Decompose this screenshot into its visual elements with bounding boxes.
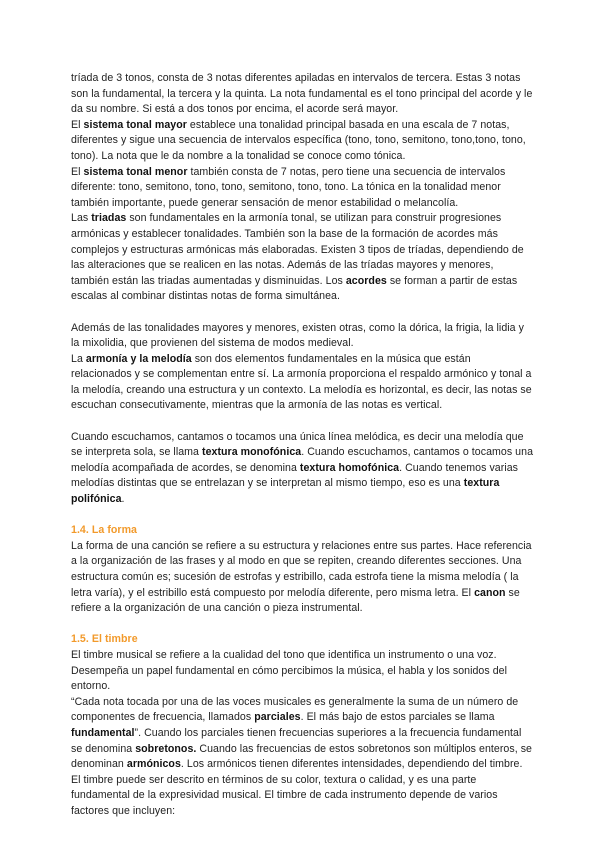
paragraph-text: La forma de una canción se refiere a su estructura y relaciones entre sus partes. Hace referencia a la organización de las frases y al modo en que se repiten, creando diferentes secciones. Una estructura común es; sucesión de estrofas y estribillo, cada estrofa tiene la misma melodía ( la letra varía), y el estribillo está compuesto por melodía diferente, pero misma letra. El [71,539,532,599]
paragraph-text: son fundamentales en la armonía tonal, se utilizan para construir progresiones armónicas y establecer tonalidades. También son la base de la formación de acordes más complejos y estructuras armónicas más elaboradas. Existen 3 tipos de tríadas, dependiendo de las alteraciones que se realicen en las notas. Además de las tríadas mayores y menores, también están las triadas aumentadas y disminuidas. Los [71,212,524,287]
paragraph-text: El [71,165,84,178]
bold-term: fundamental [71,726,135,739]
paragraph-parciales [71,695,533,820]
bold-term: sistema tonal menor [83,165,188,178]
paragraph-spacer [71,508,533,524]
bold-term: triadas [91,212,127,225]
paragraph-armonia-melodia [71,352,533,414]
bold-term: textura polifónica [71,477,500,506]
paragraph-text: se refiere a la organización de una canción o pieza instrumental. [71,586,520,615]
paragraph-text: Las [71,212,92,225]
paragraph-text: también consta de 7 notas, pero tiene una secuencia de intervalos diferente: tono, semitono, tono, tono, semitono, tono, tono. La tónica en la tonalidad menor también importante, puede generar sensación de menor estabilidad o melancolía. [71,165,506,209]
bold-term: canon [474,586,506,599]
paragraph-spacer [71,414,533,430]
paragraph-text: La [71,352,86,365]
paragraph-modos [71,321,533,352]
paragraph-text: Además de las tonalidades mayores y menores, existen otras, como la dórica, la frigia, la lidia y la mixolidia, que provienen del sistema de modos medieval. [71,321,524,350]
paragraph-texturas [71,430,533,508]
document-body [71,71,533,820]
paragraph-timbre [71,648,533,695]
bold-term: sistema tonal mayor [83,118,187,131]
paragraph-text: son dos elementos fundamentales en la música que están relacionados y se complementan entre sí. La armonía proporciona el respaldo armónico y tonal a la melodía, creando una estructura y un contexto. La melodía es horizontal, es decir, las notas se escuchan consecutivamente, mientras que la armonía de las notas es vertical. [71,352,532,412]
paragraph-text: ”. Cuando los parciales tienen frecuencias superiores a la frecuencia fundamental se denomina [71,726,522,755]
bold-term: armonía y la melodía [85,352,192,365]
paragraph-text: “Cada nota tocada por una de las voces musicales es generalmente la suma de un número de componentes de frecuencia, llamados [71,695,519,724]
paragraph-spacer [71,305,533,321]
paragraph-triadas [71,211,533,305]
paragraph-spacer [71,617,533,633]
paragraph-text: Cuando las frecuencias de estos sobretonos son múltiplos enteros, se denominan [71,742,532,771]
paragraph-text: . Cuando tenemos varias melodías distintas que se entrelazan y se interpretan al mismo tiempo, eso es una [71,461,519,490]
paragraph-triada [71,71,533,118]
paragraph-text: establece una tonalidad principal basada en una escala de 7 notas, diferentes y sigue una secuencia de intervalos específica (tono, tono, semitono, tono,tono, tono, tono). La nota que le da nombre a la tonalidad se conoce como tónica. [71,118,526,162]
bold-term: textura monofónica [202,446,302,459]
paragraph-forma [71,539,533,617]
bold-term: sobretonos. [135,742,197,755]
paragraph-text: . [121,493,125,506]
paragraph-text: El [71,118,84,131]
section-heading-timbre: 1.5. El timbre [71,633,138,646]
paragraph-text: se forman a partir de estas escalas al combinar distintas notas de forma simultánea. [71,274,518,303]
paragraph-sistema-tonal-menor [71,165,533,212]
paragraph-text: . Cuando escuchamos, cantamos o tocamos una melodía acompañada de acordes, se denomina [71,446,534,474]
paragraph-text: . El más bajo de estos parciales se llama [300,711,495,724]
paragraph-text: El timbre musical se refiere a la cualidad del tono que identifica un instrumento o una voz. Desempeña un papel fundamental en cómo percibimos la música, el habla y los sonidos del entorno. [71,648,507,693]
paragraph-sistema-tonal-mayor [71,118,533,165]
bold-term: parciales [254,711,301,724]
section-heading-forma: 1.4. La forma [71,524,138,537]
paragraph-text: . Los armónicos tienen diferentes intensidades, dependiendo del timbre. El timbre puede ser descrito en términos de su color, textura o calidad, y es una parte fundamental de la expresividad musical. El timbre de cada instrumento depende de varios factores que incluyen: [71,758,523,817]
paragraph-text: Cuando escuchamos, cantamos o tocamos una única línea melódica, es decir una melodía que se interpreta sola, se llama [71,430,524,459]
paragraph-text: tríada de 3 tonos, consta de 3 notas diferentes apiladas en intervalos de tercera. Estas 3 notas son la fundamental, la tercera y la quinta. La nota fundamental es el tono principal del acorde y le da su nombre. Si está a dos tonos por encima, el acorde será mayor. [71,72,533,116]
bold-term: textura homofónica [299,461,400,474]
bold-term: armónicos [126,758,181,771]
bold-term: acordes [345,274,387,287]
